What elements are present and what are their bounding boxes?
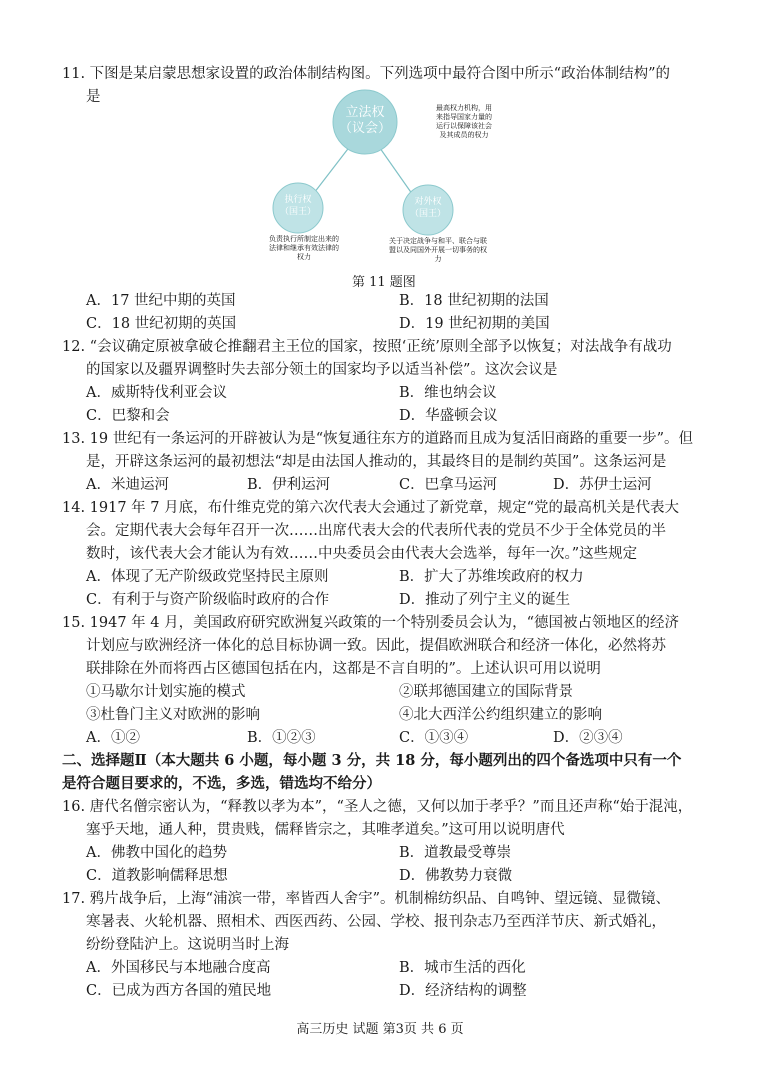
q11-caption: 第 11 题图 (352, 275, 416, 290)
q15-item-3: ③杜鲁门主义对欧洲的影响 (86, 707, 260, 723)
q16-option-d: D．佛教势力衰微 (399, 868, 513, 884)
q12-option-b: B．维也纳会议 (399, 385, 497, 401)
executive-label-line1: 执行权 (284, 195, 312, 205)
executive-note: 负责执行所制定出来的法律和继承有效法律的权力 (269, 235, 339, 261)
q11-option-c: C．18 世纪初期的英国 (86, 316, 237, 332)
legislative-label-line1: 立法权 (345, 105, 385, 120)
q15-line-2: 计划应与欧洲经济一体化的总目标协调一致。因此，提倡欧洲联合和经济一体化，必然将苏 (86, 638, 666, 654)
q15-line-3: 联排除在外而将西占区德国包括在内，这都是不言自明的”。上述认识可用以说明 (86, 661, 601, 677)
q15-line-1: 15. 1947 年 4 月，美国政府研究欧洲复兴政策的一个特别委员会认为，“德国被占领地区的经济 (62, 615, 680, 631)
q12-option-a: A．威斯特伐利亚会议 (86, 385, 227, 401)
q14-option-b: B．扩大了苏维埃政府的权力 (399, 569, 584, 585)
q11-stem-line-2: 是 (86, 89, 101, 105)
q11-option-a: A．17 世纪中期的英国 (86, 293, 236, 309)
section-2-heading-line-2: 是符合题目要求的，不选，多选，错选均不给分） (62, 775, 381, 792)
legislative-label (335, 105, 395, 137)
q16-option-b: B．道教最受尊崇 (399, 845, 512, 861)
legislative-note: 最高权力机构，用来指导国家力量的运行以保障该社会及其成员的权力 (436, 104, 492, 139)
q17-line-1: 17. 鸦片战争后，上海“浦滨一带，率皆西人舍宇”。机制棉纺织品、自鸣钟、望远镜、显微镜、 (62, 891, 670, 907)
q16-option-a: A．佛教中国化的趋势 (86, 845, 227, 861)
q13-line-2: 是，开辟这条运河的最初想法“却是由法国人推动的，其最终目的是制约英国”。这条运河是 (86, 454, 667, 470)
q17-option-a: A．外国移民与本地融合度高 (86, 960, 271, 976)
q14-line-3: 数时，该代表大会才能认为有效……中央委员会由代表大会选举，每年一次。”这些规定 (86, 546, 638, 562)
q12-line-1: 12. “会议确定原被拿破仑推翻君主王位的国家，按照‘正统’原则全部予以恢复；对法战争有战功 (62, 339, 672, 355)
q15-item-1: ①马歇尔计划实施的模式 (86, 684, 246, 700)
q13-line-1: 13. 19 世纪有一条运河的开辟被认为是“恢复通往东方的道路而且成为复活旧商路的重要一步”。但 (62, 431, 694, 447)
foreign-label (403, 196, 453, 220)
foreign-note: 关于决定战争与和平、联合与联盟以及同国外开展一切事务的权力 (389, 237, 487, 263)
q15-option-b: B．①②③ (247, 730, 316, 746)
q14-option-d: D．推动了列宁主义的诞生 (399, 592, 571, 608)
q13-option-d: D．苏伊士运河 (553, 477, 652, 493)
q13-option-a: A．米迪运河 (86, 477, 169, 493)
q17-line-2: 寒暑表、火轮机器、照相术、西医西药、公园、学校、报刊杂志乃至西洋节庆、新式婚礼， (86, 914, 666, 930)
q11-option-b: B．18 世纪初期的法国 (399, 293, 549, 309)
q15-option-c: C．①③④ (399, 730, 469, 746)
q15-option-d: D．②③④ (553, 730, 623, 746)
q11-stem-line-1: 11. 下图是某启蒙思想家设置的政治体制结构图。下列选项中最符合图中所示“政治体制结构”的 (62, 66, 670, 82)
foreign-label-line1: 对外权 (414, 197, 442, 207)
q17-option-d: D．经济结构的调整 (399, 983, 527, 999)
q14-option-a: A．体现了无产阶级政党坚持民主原则 (86, 569, 329, 585)
q14-option-c: C．有利于与资产阶级临时政府的合作 (86, 592, 330, 608)
q12-option-d: D．华盛顿会议 (399, 408, 498, 424)
foreign-label-line2: （国王） (409, 209, 446, 219)
q16-option-c: C．道教影响儒释思想 (86, 868, 228, 884)
q16-line-1: 16. 唐代名僧宗密认为，“释教以孝为本”，“圣人之德，又何以加于孝乎？”而且还声称“始于混沌， (62, 799, 693, 815)
legislative-label-line2: （议会） (338, 121, 391, 136)
section-2-heading-line-1: 二、选择题Ⅱ（本大题共 6 小题，每小题 3 分，共 18 分，每小题列出的四个备选项中只有一个 (62, 752, 682, 769)
q12-option-c: C．巴黎和会 (86, 408, 170, 424)
q14-line-1: 14. 1917 年 7 月底，布什维克党的第六次代表大会通过了新党章，规定“党的最高机关是代表大 (62, 500, 680, 516)
q15-item-2: ②联邦德国建立的国际背景 (399, 684, 573, 700)
executive-label (273, 194, 323, 218)
q15-item-4: ④北大西洋公约组织建立的影响 (399, 707, 602, 723)
q11-option-d: D．19 世纪初期的美国 (399, 316, 550, 332)
q13-option-b: B．伊利运河 (247, 477, 331, 493)
q16-line-2: 塞乎天地，通人种，贯贵贱，儒释皆宗之，其唯孝道矣。”这可用以说明唐代 (86, 822, 565, 838)
q17-option-c: C．已成为西方各国的殖民地 (86, 983, 272, 999)
q17-option-b: B．城市生活的西化 (399, 960, 526, 976)
q13-option-c: C．巴拿马运河 (399, 477, 498, 493)
political-structure-diagram (262, 86, 512, 271)
page-footer: 高三历史 试题 第3页 共 6 页 (296, 1022, 464, 1037)
q15-option-a: A．①② (86, 730, 140, 746)
q14-line-2: 会。定期代表大会每年召开一次……出席代表大会的代表所代表的党员不少于全体党员的半 (86, 523, 666, 539)
q12-line-2: 的国家以及疆界调整时失去部分领土的国家均予以适当补偿”。这次会议是 (86, 362, 558, 378)
executive-label-line2: （国王） (279, 207, 316, 217)
q17-line-3: 纷纷登陆沪上。这说明当时上海 (86, 937, 289, 953)
